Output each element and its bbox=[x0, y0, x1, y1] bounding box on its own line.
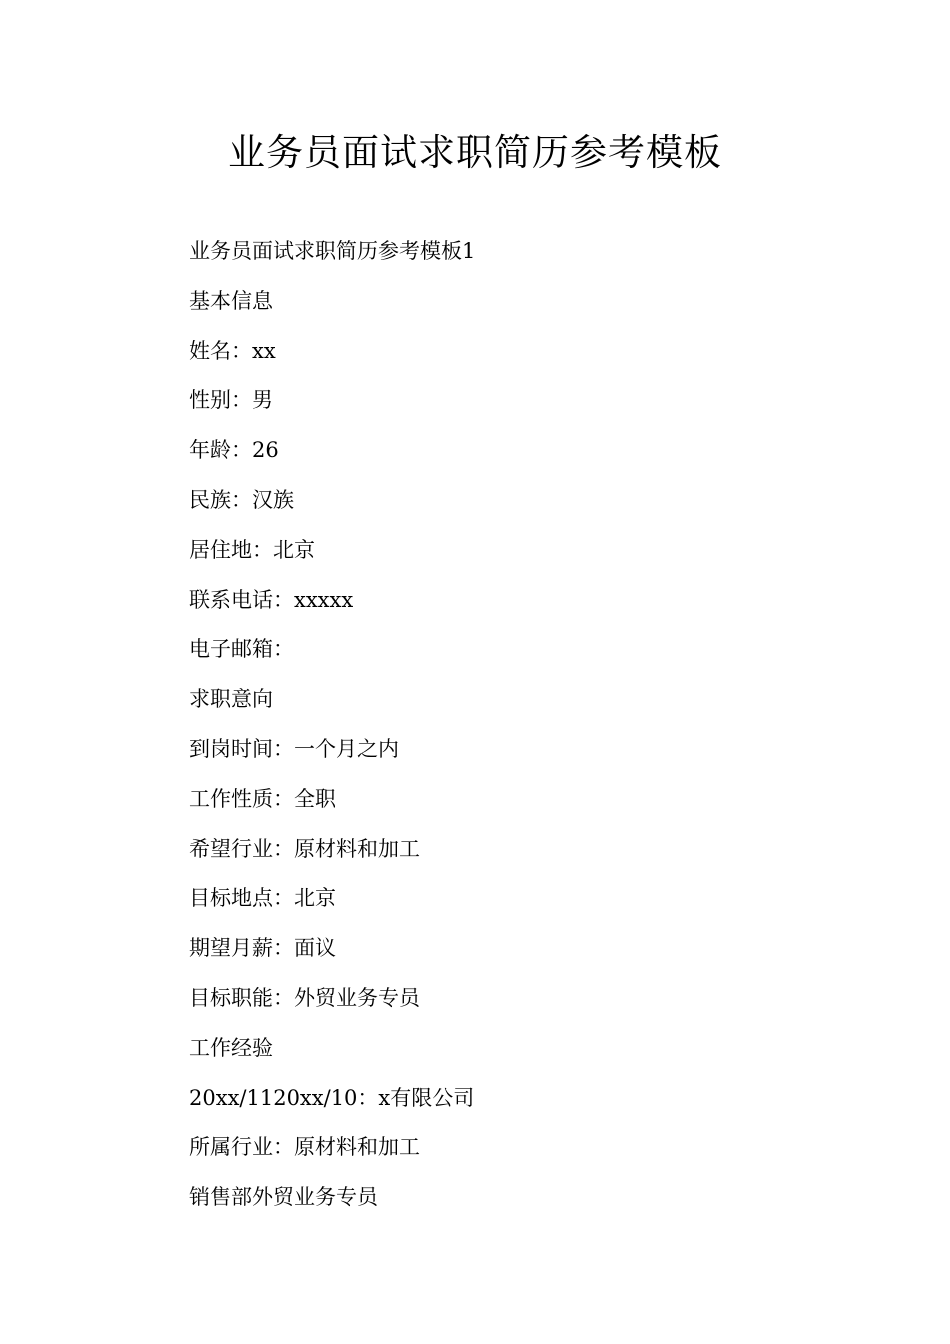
document-title: 业务员面试求职简历参考模板 bbox=[228, 131, 722, 174]
target-location-line: 目标地点：北京 bbox=[189, 886, 336, 911]
phone-line: 联系电话：xxxxx bbox=[189, 587, 354, 612]
job-type-line: 工作性质：全职 bbox=[189, 786, 336, 811]
section-heading-job-intention: 求职意向 bbox=[189, 687, 273, 712]
ethnicity-line: 民族：汉族 bbox=[189, 487, 294, 512]
section-heading-basic-info: 基本信息 bbox=[189, 288, 273, 313]
gender-line: 性别：男 bbox=[189, 388, 273, 413]
name-line: 姓名：xx bbox=[189, 338, 276, 363]
target-function-line: 目标职能：外贸业务专员 bbox=[189, 985, 420, 1010]
work-industry-line: 所属行业：原材料和加工 bbox=[189, 1135, 420, 1160]
work-position-line: 销售部外贸业务专员 bbox=[189, 1185, 378, 1210]
section-subtitle: 业务员面试求职简历参考模板1 bbox=[189, 239, 476, 263]
desired-industry-line: 希望行业：原材料和加工 bbox=[189, 836, 420, 861]
expected-salary-line: 期望月薪：面议 bbox=[189, 936, 336, 961]
document-body bbox=[189, 234, 889, 1230]
start-time-line: 到岗时间：一个月之内 bbox=[189, 736, 399, 761]
residence-line: 居住地：北京 bbox=[189, 537, 315, 562]
age-line: 年龄：26 bbox=[189, 438, 279, 463]
email-line: 电子邮箱： bbox=[189, 637, 294, 662]
section-heading-work-experience: 工作经验 bbox=[189, 1035, 273, 1060]
work-period-line: 20xx/1120xx/10：x有限公司 bbox=[189, 1085, 475, 1110]
